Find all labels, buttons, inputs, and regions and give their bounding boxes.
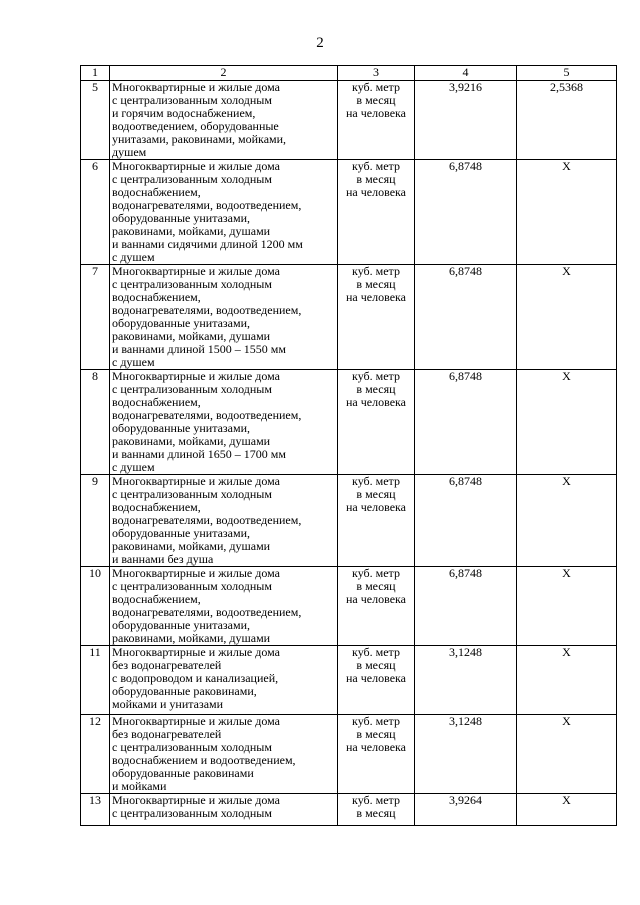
table-row <box>81 265 617 370</box>
row-number: 11 <box>81 646 110 715</box>
row-description <box>110 160 338 265</box>
row-unit <box>338 715 415 794</box>
row-number: 8 <box>81 370 110 475</box>
description-line: без водонагревателей <box>112 658 222 672</box>
table-header-row <box>81 66 617 81</box>
description-line: раковинами, мойками, душами <box>112 631 271 645</box>
description-line: оборудованные унитазами, <box>112 211 251 225</box>
description-line: раковинами, мойками, душами <box>112 224 271 238</box>
row-value-col4: 6,8748 <box>415 160 517 265</box>
row-value-col5: X <box>517 370 617 475</box>
description-line: с душем <box>112 460 155 474</box>
description-line: мойками и унитазами <box>112 697 224 711</box>
description-line: с централизованным холодным <box>112 806 272 820</box>
description-line: оборудованные унитазами, <box>112 618 251 632</box>
table-body <box>81 66 617 826</box>
description-line: душем <box>112 145 147 159</box>
description-line: водоснабжением, <box>112 185 201 199</box>
row-description <box>110 475 338 567</box>
unit-line: на человека <box>346 592 406 606</box>
header-cell-4: 4 <box>415 66 517 81</box>
description-line: с централизованным холодным <box>112 277 272 291</box>
description-line: без водонагревателей <box>112 727 222 741</box>
row-value-col4: 6,8748 <box>415 265 517 370</box>
description-line: с душем <box>112 355 155 369</box>
description-line: водонагревателями, водоотведением, <box>112 605 302 619</box>
table-row <box>81 715 617 794</box>
description-line: с водопроводом и канализацией, <box>112 671 279 685</box>
row-unit <box>338 160 415 265</box>
unit-line: на человека <box>346 500 406 514</box>
row-unit <box>338 646 415 715</box>
unit-line: в месяц <box>356 806 396 820</box>
description-line: с централизованным холодным <box>112 93 272 107</box>
row-value-col4: 6,8748 <box>415 475 517 567</box>
row-description <box>110 370 338 475</box>
description-line: унитазами, раковинами, мойками, <box>112 132 287 146</box>
row-description <box>110 646 338 715</box>
unit-line: в месяц <box>356 487 396 501</box>
row-number: 13 <box>81 794 110 826</box>
unit-line: куб. метр <box>352 264 400 278</box>
unit-line: в месяц <box>356 727 396 741</box>
description-line: Многоквартирные и жилые дома <box>112 566 280 580</box>
unit-line: на человека <box>346 671 406 685</box>
table-row <box>81 160 617 265</box>
description-line: раковинами, мойками, душами <box>112 329 271 343</box>
description-line: Многоквартирные и жилые дома <box>112 793 280 807</box>
row-description <box>110 715 338 794</box>
row-value-col5: X <box>517 475 617 567</box>
unit-line: в месяц <box>356 172 396 186</box>
row-value-col5: X <box>517 715 617 794</box>
unit-line: на человека <box>346 740 406 754</box>
description-line: и ваннами длиной 1650 – 1700 мм <box>112 447 286 461</box>
row-description <box>110 567 338 646</box>
description-line: Многоквартирные и жилые дома <box>112 159 280 173</box>
unit-line: в месяц <box>356 382 396 396</box>
unit-line: куб. метр <box>352 474 400 488</box>
unit-line: куб. метр <box>352 369 400 383</box>
table-row <box>81 794 617 826</box>
unit-line: в месяц <box>356 93 396 107</box>
row-number: 10 <box>81 567 110 646</box>
unit-line: в месяц <box>356 277 396 291</box>
row-unit <box>338 265 415 370</box>
description-line: водоснабжением, <box>112 395 201 409</box>
description-line: оборудованные унитазами, <box>112 526 251 540</box>
unit-line: куб. метр <box>352 159 400 173</box>
description-line: оборудованные унитазами, <box>112 421 251 435</box>
unit-line: в месяц <box>356 658 396 672</box>
description-line: Многоквартирные и жилые дома <box>112 645 280 659</box>
header-cell-5: 5 <box>517 66 617 81</box>
description-line: с централизованным холодным <box>112 172 272 186</box>
description-line: и ваннами сидячими длиной 1200 мм <box>112 237 303 251</box>
table-row <box>81 567 617 646</box>
description-line: водонагревателями, водоотведением, <box>112 513 302 527</box>
description-line: с централизованным холодным <box>112 579 272 593</box>
description-line: водоснабжением, <box>112 500 201 514</box>
unit-line: на человека <box>346 106 406 120</box>
row-value-col4: 3,1248 <box>415 715 517 794</box>
header-cell-2: 2 <box>110 66 338 81</box>
row-description <box>110 794 338 826</box>
description-line: водоотведением, оборудованные <box>112 119 279 133</box>
row-value-col5: X <box>517 646 617 715</box>
table-row <box>81 81 617 160</box>
description-line: с централизованным холодным <box>112 382 272 396</box>
description-line: водоснабжением и водоотведением, <box>112 753 296 767</box>
row-unit <box>338 81 415 160</box>
unit-line: на человека <box>346 290 406 304</box>
unit-line: куб. метр <box>352 80 400 94</box>
row-description <box>110 265 338 370</box>
header-cell-1: 1 <box>81 66 110 81</box>
description-line: оборудованные раковинами, <box>112 684 257 698</box>
table-row <box>81 646 617 715</box>
row-value-col4: 3,1248 <box>415 646 517 715</box>
row-number: 7 <box>81 265 110 370</box>
row-value-col5: X <box>517 265 617 370</box>
description-line: раковинами, мойками, душами <box>112 539 271 553</box>
description-line: оборудованные раковинами <box>112 766 254 780</box>
unit-line: куб. метр <box>352 714 400 728</box>
row-value-col5: 2,5368 <box>517 81 617 160</box>
norms-table <box>80 65 617 826</box>
description-line: Многоквартирные и жилые дома <box>112 714 280 728</box>
description-line: оборудованные унитазами, <box>112 316 251 330</box>
table-row <box>81 475 617 567</box>
unit-line: на человека <box>346 395 406 409</box>
description-line: водоснабжением, <box>112 290 201 304</box>
row-value-col5: X <box>517 567 617 646</box>
row-value-col4: 6,8748 <box>415 370 517 475</box>
description-line: раковинами, мойками, душами <box>112 434 271 448</box>
row-number: 6 <box>81 160 110 265</box>
table-row <box>81 370 617 475</box>
description-line: Многоквартирные и жилые дома <box>112 474 280 488</box>
row-unit <box>338 370 415 475</box>
row-unit <box>338 794 415 826</box>
description-line: с централизованным холодным <box>112 740 272 754</box>
unit-line: куб. метр <box>352 645 400 659</box>
description-line: и ваннами без душа <box>112 552 214 566</box>
row-unit <box>338 567 415 646</box>
page-number: 2 <box>316 35 324 51</box>
description-line: и мойками <box>112 779 167 793</box>
description-line: и ваннами длиной 1500 – 1550 мм <box>112 342 286 356</box>
row-value-col5: X <box>517 160 617 265</box>
description-line: водоснабжением, <box>112 592 201 606</box>
unit-line: куб. метр <box>352 793 400 807</box>
row-number: 9 <box>81 475 110 567</box>
description-line: с душем <box>112 250 155 264</box>
unit-line: куб. метр <box>352 566 400 580</box>
row-description <box>110 81 338 160</box>
description-line: Многоквартирные и жилые дома <box>112 80 280 94</box>
description-line: водонагревателями, водоотведением, <box>112 408 302 422</box>
row-value-col4: 3,9264 <box>415 794 517 826</box>
description-line: и горячим водоснабжением, <box>112 106 256 120</box>
description-line: водонагревателями, водоотведением, <box>112 303 302 317</box>
row-value-col4: 6,8748 <box>415 567 517 646</box>
description-line: Многоквартирные и жилые дома <box>112 264 280 278</box>
description-line: с централизованным холодным <box>112 487 272 501</box>
row-value-col5: X <box>517 794 617 826</box>
row-value-col4: 3,9216 <box>415 81 517 160</box>
unit-line: в месяц <box>356 579 396 593</box>
row-number: 12 <box>81 715 110 794</box>
unit-line: на человека <box>346 185 406 199</box>
row-number: 5 <box>81 81 110 160</box>
header-cell-3: 3 <box>338 66 415 81</box>
row-unit <box>338 475 415 567</box>
description-line: водонагревателями, водоотведением, <box>112 198 302 212</box>
description-line: Многоквартирные и жилые дома <box>112 369 280 383</box>
